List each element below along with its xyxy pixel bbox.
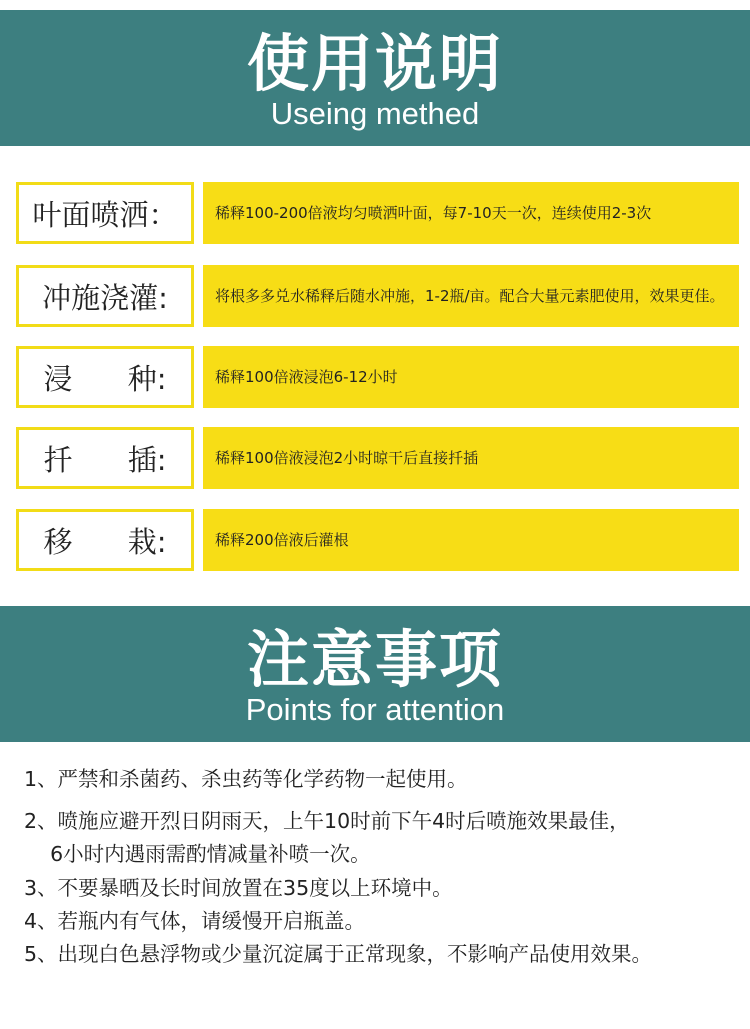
usage-item-transplanting: [0, 509, 750, 571]
note-item: 4、若瓶内有气体，请缓慢开启瓶盖。: [24, 909, 366, 933]
note-item: 2、喷施应避开烈日阴雨天，上午10时前下午4时后喷施效果最佳，: [24, 809, 630, 833]
usage-label: 浸 种:: [16, 346, 194, 408]
usage-item-cutting: [0, 427, 750, 489]
usage-subtitle: Useing methed: [270, 96, 480, 131]
usage-item-seed-soaking: [0, 346, 750, 408]
usage-label: 冲施浇灌:: [16, 265, 194, 327]
attention-title: 注意事项: [246, 623, 503, 696]
usage-title: 使用说明: [246, 27, 503, 100]
usage-label: 叶面喷洒：: [16, 182, 194, 244]
usage-description: 稀释100-200倍液均匀喷洒叶面，每7-10天一次，连续使用2-3次: [203, 182, 739, 244]
usage-description: 将根多多兑水稀释后随水冲施，1-2瓶/亩。配合大量元素肥使用，效果更佳。: [203, 265, 739, 327]
note-item: 5、出现白色悬浮物或少量沉淀属于正常现象，不影响产品使用效果。: [24, 942, 653, 966]
usage-description: 稀释100倍液浸泡2小时晾干后直接扦插: [203, 427, 739, 489]
note-item: 1、严禁和杀菌药、杀虫药等化学药物一起使用。: [24, 767, 468, 791]
attention-banner: [0, 606, 750, 742]
usage-description: 稀释200倍液后灌根: [203, 509, 739, 571]
note-item: 3、不要暴晒及长时间放置在35度以上环境中。: [24, 876, 453, 900]
usage-label: 移 栽:: [16, 509, 194, 571]
usage-banner: [0, 10, 750, 146]
usage-description: 稀释100倍液浸泡6-12小时: [203, 346, 739, 408]
usage-item-foliar-spray: [0, 182, 750, 244]
attention-subtitle: Points for attention: [245, 692, 505, 727]
usage-label: 扦 插:: [16, 427, 194, 489]
usage-item-flush-irrigation: [0, 265, 750, 327]
note-item-continuation: 6小时内遇雨需酌情减量补喷一次。: [24, 842, 371, 866]
